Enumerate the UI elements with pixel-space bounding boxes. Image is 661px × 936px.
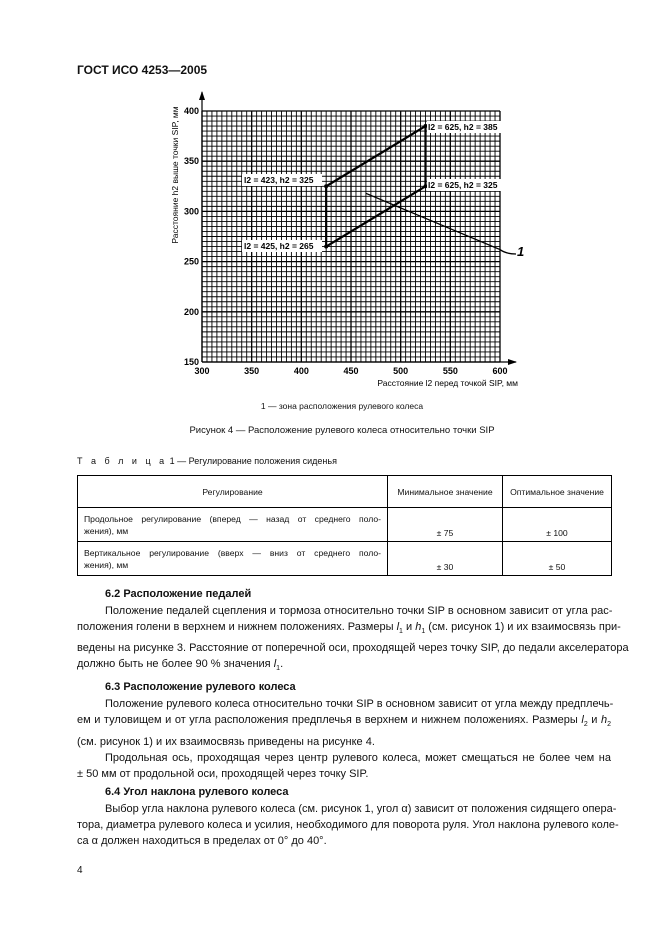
x-tick-label: 500 bbox=[393, 366, 409, 376]
zone-label: 1 bbox=[517, 244, 525, 259]
paragraph-line bbox=[77, 712, 611, 733]
figure-title: Рисунок 4 — Расположение рулевого колеса относительно точки SIP bbox=[189, 425, 495, 436]
optimal-value: ± 50 bbox=[503, 542, 612, 576]
annotation-label: l2 = 625, h2 = 325 bbox=[428, 180, 498, 190]
header-adjustment: Регулирование bbox=[78, 476, 388, 508]
section-heading: 6.3 Расположение рулевого колеса bbox=[105, 681, 296, 694]
paragraph-line bbox=[77, 833, 611, 849]
text-run: положения голени в верхнем и нижнем положениях. Размеры bbox=[77, 621, 397, 633]
table-title bbox=[77, 456, 337, 466]
x-axis-arrow-icon bbox=[508, 359, 517, 365]
text-run: l bbox=[396, 621, 400, 633]
table-row bbox=[78, 508, 612, 542]
x-tick-label: 550 bbox=[442, 366, 458, 376]
x-tick-label: 300 bbox=[194, 366, 210, 376]
row-label bbox=[78, 508, 388, 542]
table-row bbox=[78, 542, 612, 576]
figure-4-chart bbox=[0, 0, 661, 400]
y-axis-arrow-icon bbox=[199, 91, 205, 100]
text-run: 2 bbox=[583, 721, 588, 729]
text-run: Продольная ось, проходящая через центр рулевого колеса, может смещаться не более чем на bbox=[105, 751, 611, 764]
annotation-label: l2 = 625, h2 = 385 bbox=[428, 122, 498, 132]
text-run: l bbox=[273, 658, 277, 671]
x-tick-label: 450 bbox=[343, 366, 359, 376]
x-tick-label: 600 bbox=[492, 366, 508, 376]
text-run: и bbox=[587, 714, 601, 727]
y-axis-label: Расстояние h2 выше точки SIP, мм bbox=[170, 106, 180, 244]
paragraph-line bbox=[77, 766, 611, 782]
y-tick-label: 400 bbox=[183, 106, 199, 116]
paragraph-line bbox=[77, 603, 611, 619]
y-tick-label: 200 bbox=[183, 306, 199, 317]
text-run: должно быть не более 90 % значения bbox=[77, 658, 274, 671]
zone-vertex bbox=[324, 184, 328, 188]
table-header-row bbox=[78, 476, 612, 508]
paragraph-line bbox=[77, 619, 621, 640]
seat-adjustment-table bbox=[77, 475, 612, 576]
figure-legend-note: 1 — зона расположения рулевого колеса bbox=[260, 401, 424, 411]
x-tick-label: 350 bbox=[244, 366, 260, 376]
text-run: h bbox=[600, 714, 608, 727]
x-axis-label: Расстояние l2 перед точкой SIP, мм bbox=[377, 378, 518, 388]
paragraph-line bbox=[77, 817, 619, 833]
zone-vertex bbox=[424, 124, 428, 128]
row-label-line: жения), мм bbox=[84, 525, 129, 536]
zone-vertex bbox=[424, 184, 428, 188]
text-run: (см. рисунок 1) и их взаимосвязь приведены на рисунке 4. bbox=[77, 735, 375, 748]
x-tick-label: 400 bbox=[293, 366, 309, 376]
text-run: са α должен находиться в пределах от 0° до 40°. bbox=[77, 834, 327, 847]
paragraph-line bbox=[77, 734, 611, 750]
body-text bbox=[77, 586, 629, 849]
text-run: ем и туловищем и от угла расположения предплечья в верхнем и нижнем положениях. Размеры bbox=[77, 714, 582, 727]
annotation-label: l2 = 425, h2 = 265 bbox=[244, 241, 314, 251]
y-tick-label: 300 bbox=[183, 206, 199, 217]
text-run: h bbox=[415, 621, 422, 633]
optimal-value: ± 100 bbox=[503, 508, 612, 542]
zone-leader-line bbox=[366, 193, 516, 254]
text-run: Выбор угла наклона рулевого колеса (см. рисунок 1, угол α) зависит от положения сидящего опера- bbox=[105, 802, 617, 815]
y-tick-label: 150 bbox=[183, 357, 199, 367]
y-tick-label: 350 bbox=[183, 156, 199, 167]
text-run: и bbox=[402, 621, 416, 633]
text-run: Положение рулевого колеса относительно точки SIP в основном зависит от угла между предплечь- bbox=[105, 698, 614, 711]
row-label bbox=[78, 542, 388, 576]
header-min-value: Минимальное значение bbox=[388, 476, 503, 508]
paragraph-line bbox=[77, 640, 629, 656]
section-heading: 6.2 Расположение педалей bbox=[105, 588, 252, 600]
header-optimal-value: Оптимальное значение bbox=[503, 476, 612, 508]
text-run: 1 bbox=[421, 628, 426, 636]
row-label-line: жения), мм bbox=[84, 559, 129, 570]
paragraph-line bbox=[77, 750, 611, 766]
paragraph-line bbox=[77, 696, 614, 712]
text-run: 1 bbox=[276, 665, 281, 673]
text-run: 2 bbox=[607, 721, 611, 729]
paragraph-line bbox=[77, 801, 617, 817]
y-tick-label: 250 bbox=[183, 256, 199, 267]
section-heading: 6.4 Угол наклона рулевого колеса bbox=[105, 785, 289, 798]
text-run: ведены на рисунке 3. Расстояние от поперечной оси, проходящей через точку SIP, до педали акселератора bbox=[77, 642, 629, 655]
text-run: 1 bbox=[399, 628, 403, 636]
text-run: l bbox=[581, 714, 584, 727]
paragraph-line bbox=[77, 656, 611, 677]
table-title-prefix: Т а б л и ц а bbox=[77, 456, 168, 466]
chart-grid bbox=[202, 111, 500, 362]
min-value: ± 30 bbox=[388, 542, 503, 576]
row-label-line: Продольное регулирование (вперед — назад от среднего поло- bbox=[84, 513, 381, 524]
annotation-label: l2 = 423, h2 = 325 bbox=[244, 175, 314, 185]
zone-vertex bbox=[324, 245, 328, 249]
table-title-text: 1 — Регулирование положения сиденья bbox=[167, 456, 337, 466]
document-id: ГОСТ ИСО 4253—2005 bbox=[77, 63, 208, 77]
min-value: ± 75 bbox=[388, 508, 503, 542]
page-number: 4 bbox=[77, 865, 83, 876]
row-label-line: Вертикальное регулирование (вверх — вниз от среднего поло- bbox=[84, 547, 381, 558]
text-run: . bbox=[280, 658, 284, 671]
text-run: тора, диаметра рулевого колеса и усилия, необходимого для поворота руля. Угол наклона рулевого коле- bbox=[77, 818, 619, 831]
text-run: Положение педалей сцепления и тормоза относительно точки SIP в основном зависит от угла рас- bbox=[105, 605, 613, 617]
text-run: ± 50 мм от продольной оси, проходящей через точку SIP. bbox=[77, 767, 369, 780]
text-run: (см. рисунок 1) и их взаимосвязь при- bbox=[425, 621, 621, 633]
